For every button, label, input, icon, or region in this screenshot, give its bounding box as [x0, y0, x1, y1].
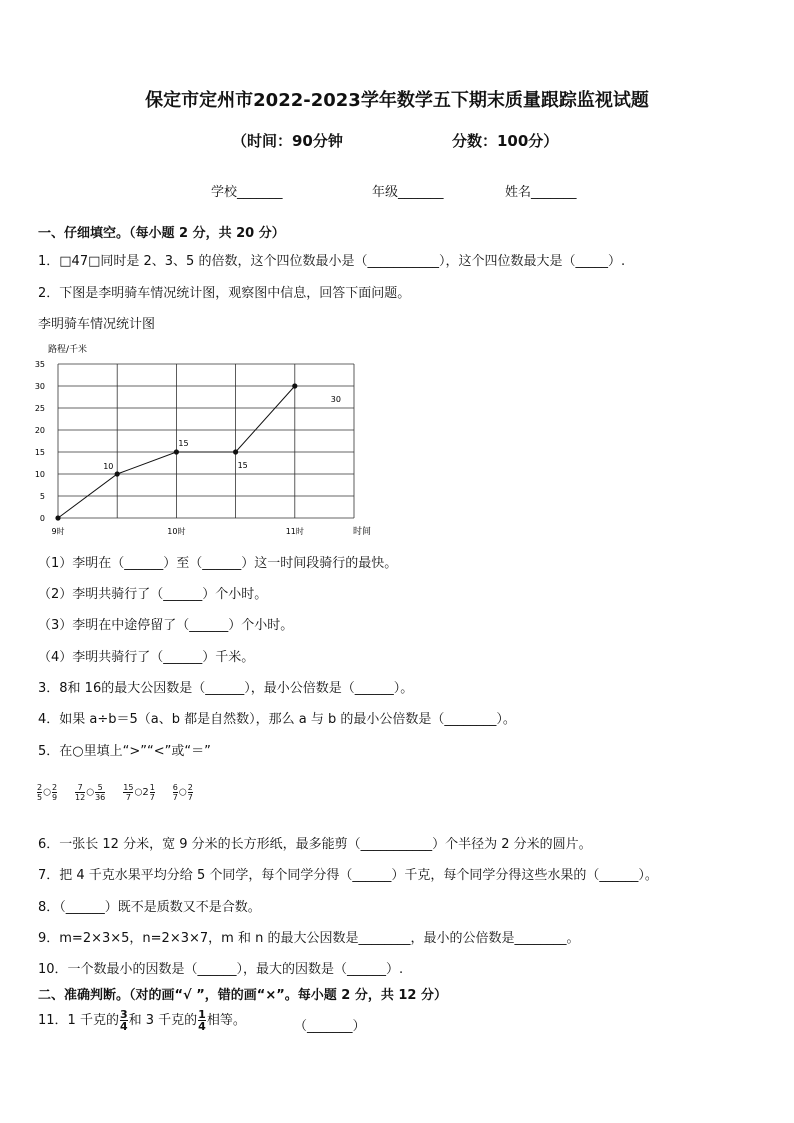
page-title: 保定市定州市2022-2023学年数学五下期末质量跟踪监视试题 [145, 90, 649, 111]
section-1-heading: 一、仔细填空。（每小题 2 分，共 20 分） [38, 226, 285, 241]
y-tick-label: 30 [34, 382, 45, 391]
fraction: $\frac{15}{7}$ [123, 783, 134, 802]
comparison-item [172, 783, 194, 802]
fraction: $\frac{2}{9}$ [51, 783, 58, 802]
question-2-2: （2）李明共骑行了（______）个小时。 [38, 587, 268, 602]
fraction: $\frac{2}{5}$ [37, 783, 43, 802]
fraction-one-quarter: $\frac{1}{4}$ [198, 1008, 206, 1033]
chart-data-labels [103, 395, 341, 471]
x-tick-label: 10时 [167, 527, 186, 536]
question-2-1: （1）李明在（______）至（______）这一时间段骑行的最快。 [38, 556, 398, 571]
comparison-row [36, 780, 210, 802]
fraction: $\frac{1}{7}$ [149, 783, 155, 802]
comparison-circle[interactable]: ○ [43, 787, 51, 798]
name-field[interactable]: 姓名_______ [505, 185, 577, 200]
fraction-three-quarters: $\frac{3}{4}$ [119, 1008, 128, 1033]
data-point [174, 449, 179, 454]
y-tick-label: 25 [34, 404, 45, 413]
data-label: 30 [330, 395, 341, 404]
question-5: 5．在○里填上“>”“<”或“＝” [38, 744, 211, 759]
exam-score: 分数：100分） [452, 132, 559, 150]
data-point [292, 383, 297, 388]
comparison-item [36, 783, 58, 802]
grade-field[interactable]: 年级_______ [372, 185, 444, 200]
data-point [55, 515, 60, 520]
fraction: $\frac{7}{12}$ [75, 783, 86, 802]
data-label: 15 [237, 461, 248, 470]
mixed-number-whole: 2 [142, 787, 149, 798]
line-chart [28, 340, 388, 540]
question-11-answer-blank[interactable]: （_______） [294, 1019, 366, 1034]
chart-y-ticks [35, 360, 45, 523]
question-3: 3．8和 16的最大公因数是（______），最小公倍数是（______）。 [38, 681, 414, 696]
question-8: 8．（______）既不是质数又不是合数。 [38, 900, 261, 915]
section-2-heading: 二、准确判断。（对的画“√ ”，错的画“×”。每小题 2 分，共 12 分） [38, 988, 448, 1003]
exam-time: （时间：90分钟 [232, 132, 343, 150]
comparison-circle[interactable]: ○ [86, 787, 95, 798]
question-2: 2．下图是李明骑车情况统计图，观察图中信息，回答下面问题。 [38, 286, 411, 301]
chart-x-ticks [51, 526, 303, 536]
fraction: $\frac{2}{7}$ [187, 783, 193, 802]
question-7: 7．把 4 千克水果平均分给 5 个同学，每个同学分得（______）千克，每个同学分得这些水果的（______）。 [38, 868, 658, 883]
data-point [233, 449, 238, 454]
y-tick-label: 0 [39, 514, 45, 523]
data-point [115, 471, 120, 476]
question-10: 10．一个数最小的因数是（______），最大的因数是（______）. [38, 962, 404, 977]
question-11-suffix: 相等。 [206, 1013, 246, 1028]
y-tick-label: 5 [39, 492, 45, 501]
y-tick-label: 15 [34, 448, 45, 457]
comparison-item [122, 783, 156, 802]
chart-x-axis-label: 时间 [353, 527, 372, 537]
question-2-4: （4）李明共骑行了（______）千米。 [38, 650, 255, 665]
question-11 [38, 1009, 246, 1032]
question-9: 9．m=2×3×5，n=2×3×7，m 和 n 的最大公因数是________，最小的公倍数是________。 [38, 931, 580, 946]
chart-grid [58, 364, 354, 518]
x-tick-label: 11时 [285, 527, 304, 536]
question-11-middle: 和 3 千克的 [128, 1013, 198, 1028]
question-2-3: （3）李明在中途停留了（______）个小时。 [38, 618, 294, 633]
comparison-circle[interactable]: ○ [134, 787, 143, 798]
comparison-item [74, 783, 106, 802]
question-6: 6．一张长 12 分米，宽 9 分米的长方形纸，最多能剪（___________）个半径为 2 分米的圆片。 [38, 837, 592, 852]
y-tick-label: 20 [34, 426, 45, 435]
fraction: $\frac{5}{36}$ [95, 783, 106, 802]
fraction: $\frac{6}{7}$ [172, 783, 178, 802]
data-label: 15 [178, 439, 189, 448]
question-11-prefix: 11．1 千克的 [38, 1013, 119, 1028]
school-field[interactable]: 学校_______ [211, 185, 283, 200]
chart-y-axis-label: 路程/千米 [48, 345, 88, 355]
question-4: 4．如果 a÷b＝5（a、b 都是自然数），那么 a 与 b 的最小公倍数是（________）。 [38, 712, 516, 727]
y-tick-label: 10 [34, 470, 45, 479]
x-tick-label: 9时 [51, 527, 65, 536]
chart-title: 李明骑车情况统计图 [38, 317, 156, 332]
question-1: 1．□47□同时是 2、3、5 的倍数，这个四位数最小是（___________），这个四位数最大是（_____）. [38, 254, 626, 269]
comparison-circle[interactable]: ○ [178, 787, 187, 798]
y-tick-label: 35 [34, 360, 45, 369]
data-label: 10 [103, 462, 114, 471]
